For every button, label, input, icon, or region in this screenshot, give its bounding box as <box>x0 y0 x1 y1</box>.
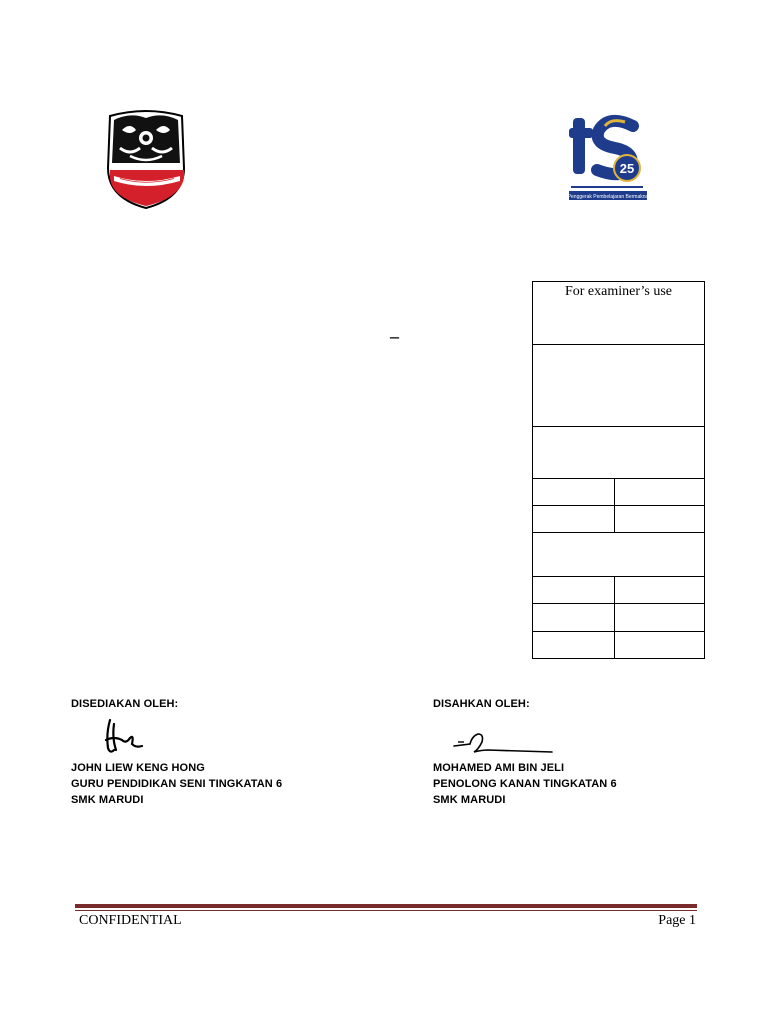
approved-school: SMK MARUDI <box>433 794 506 806</box>
prepared-school: SMK MARUDI <box>71 794 144 806</box>
examiner-cell <box>533 604 615 632</box>
examiner-cell <box>533 479 615 506</box>
examiner-cell <box>615 577 705 604</box>
prepared-name: JOHN LIEW KENG HONG <box>71 762 205 774</box>
title-dash: – <box>390 326 399 346</box>
approved-by-label: DISAHKAN OLEH: <box>433 698 530 710</box>
examiner-cell <box>533 577 615 604</box>
prepared-by-label: DISEDIAKAN OLEH: <box>71 698 179 710</box>
approved-name: MOHAMED AMI BIN JELI <box>433 762 565 774</box>
examiner-cell <box>615 604 705 632</box>
examiner-cell <box>533 427 705 479</box>
ts25-caption: Penggerak Pembelajaran Bermakna <box>567 194 649 200</box>
approved-position: PENOLONG KANAN TINGKATAN 6 <box>433 778 617 790</box>
prepared-signature <box>100 714 148 761</box>
footer-confidential: CONFIDENTIAL <box>79 913 182 928</box>
examiner-cell <box>615 632 705 659</box>
approved-signature <box>452 728 556 763</box>
examiner-cell <box>615 506 705 533</box>
crest-emblem <box>100 108 192 210</box>
school-crest-logo <box>100 108 192 210</box>
footer-rule-thin <box>75 910 697 911</box>
examiner-cell <box>533 533 705 577</box>
examiner-table-title: For examiner’s use <box>533 282 705 345</box>
examiner-cell <box>615 479 705 506</box>
examiner-table <box>532 281 705 659</box>
examiner-cell <box>533 632 615 659</box>
examiner-cell <box>533 345 705 427</box>
prepared-position: GURU PENDIDIKAN SENI TINGKATAN 6 <box>71 778 283 790</box>
ts25-number: 25 <box>619 161 635 176</box>
footer-page-number: Page 1 <box>658 913 696 928</box>
ts25-logo <box>567 110 649 202</box>
footer-rule-thick <box>75 904 697 908</box>
ts25-emblem <box>567 110 649 202</box>
examiner-cell <box>533 506 615 533</box>
